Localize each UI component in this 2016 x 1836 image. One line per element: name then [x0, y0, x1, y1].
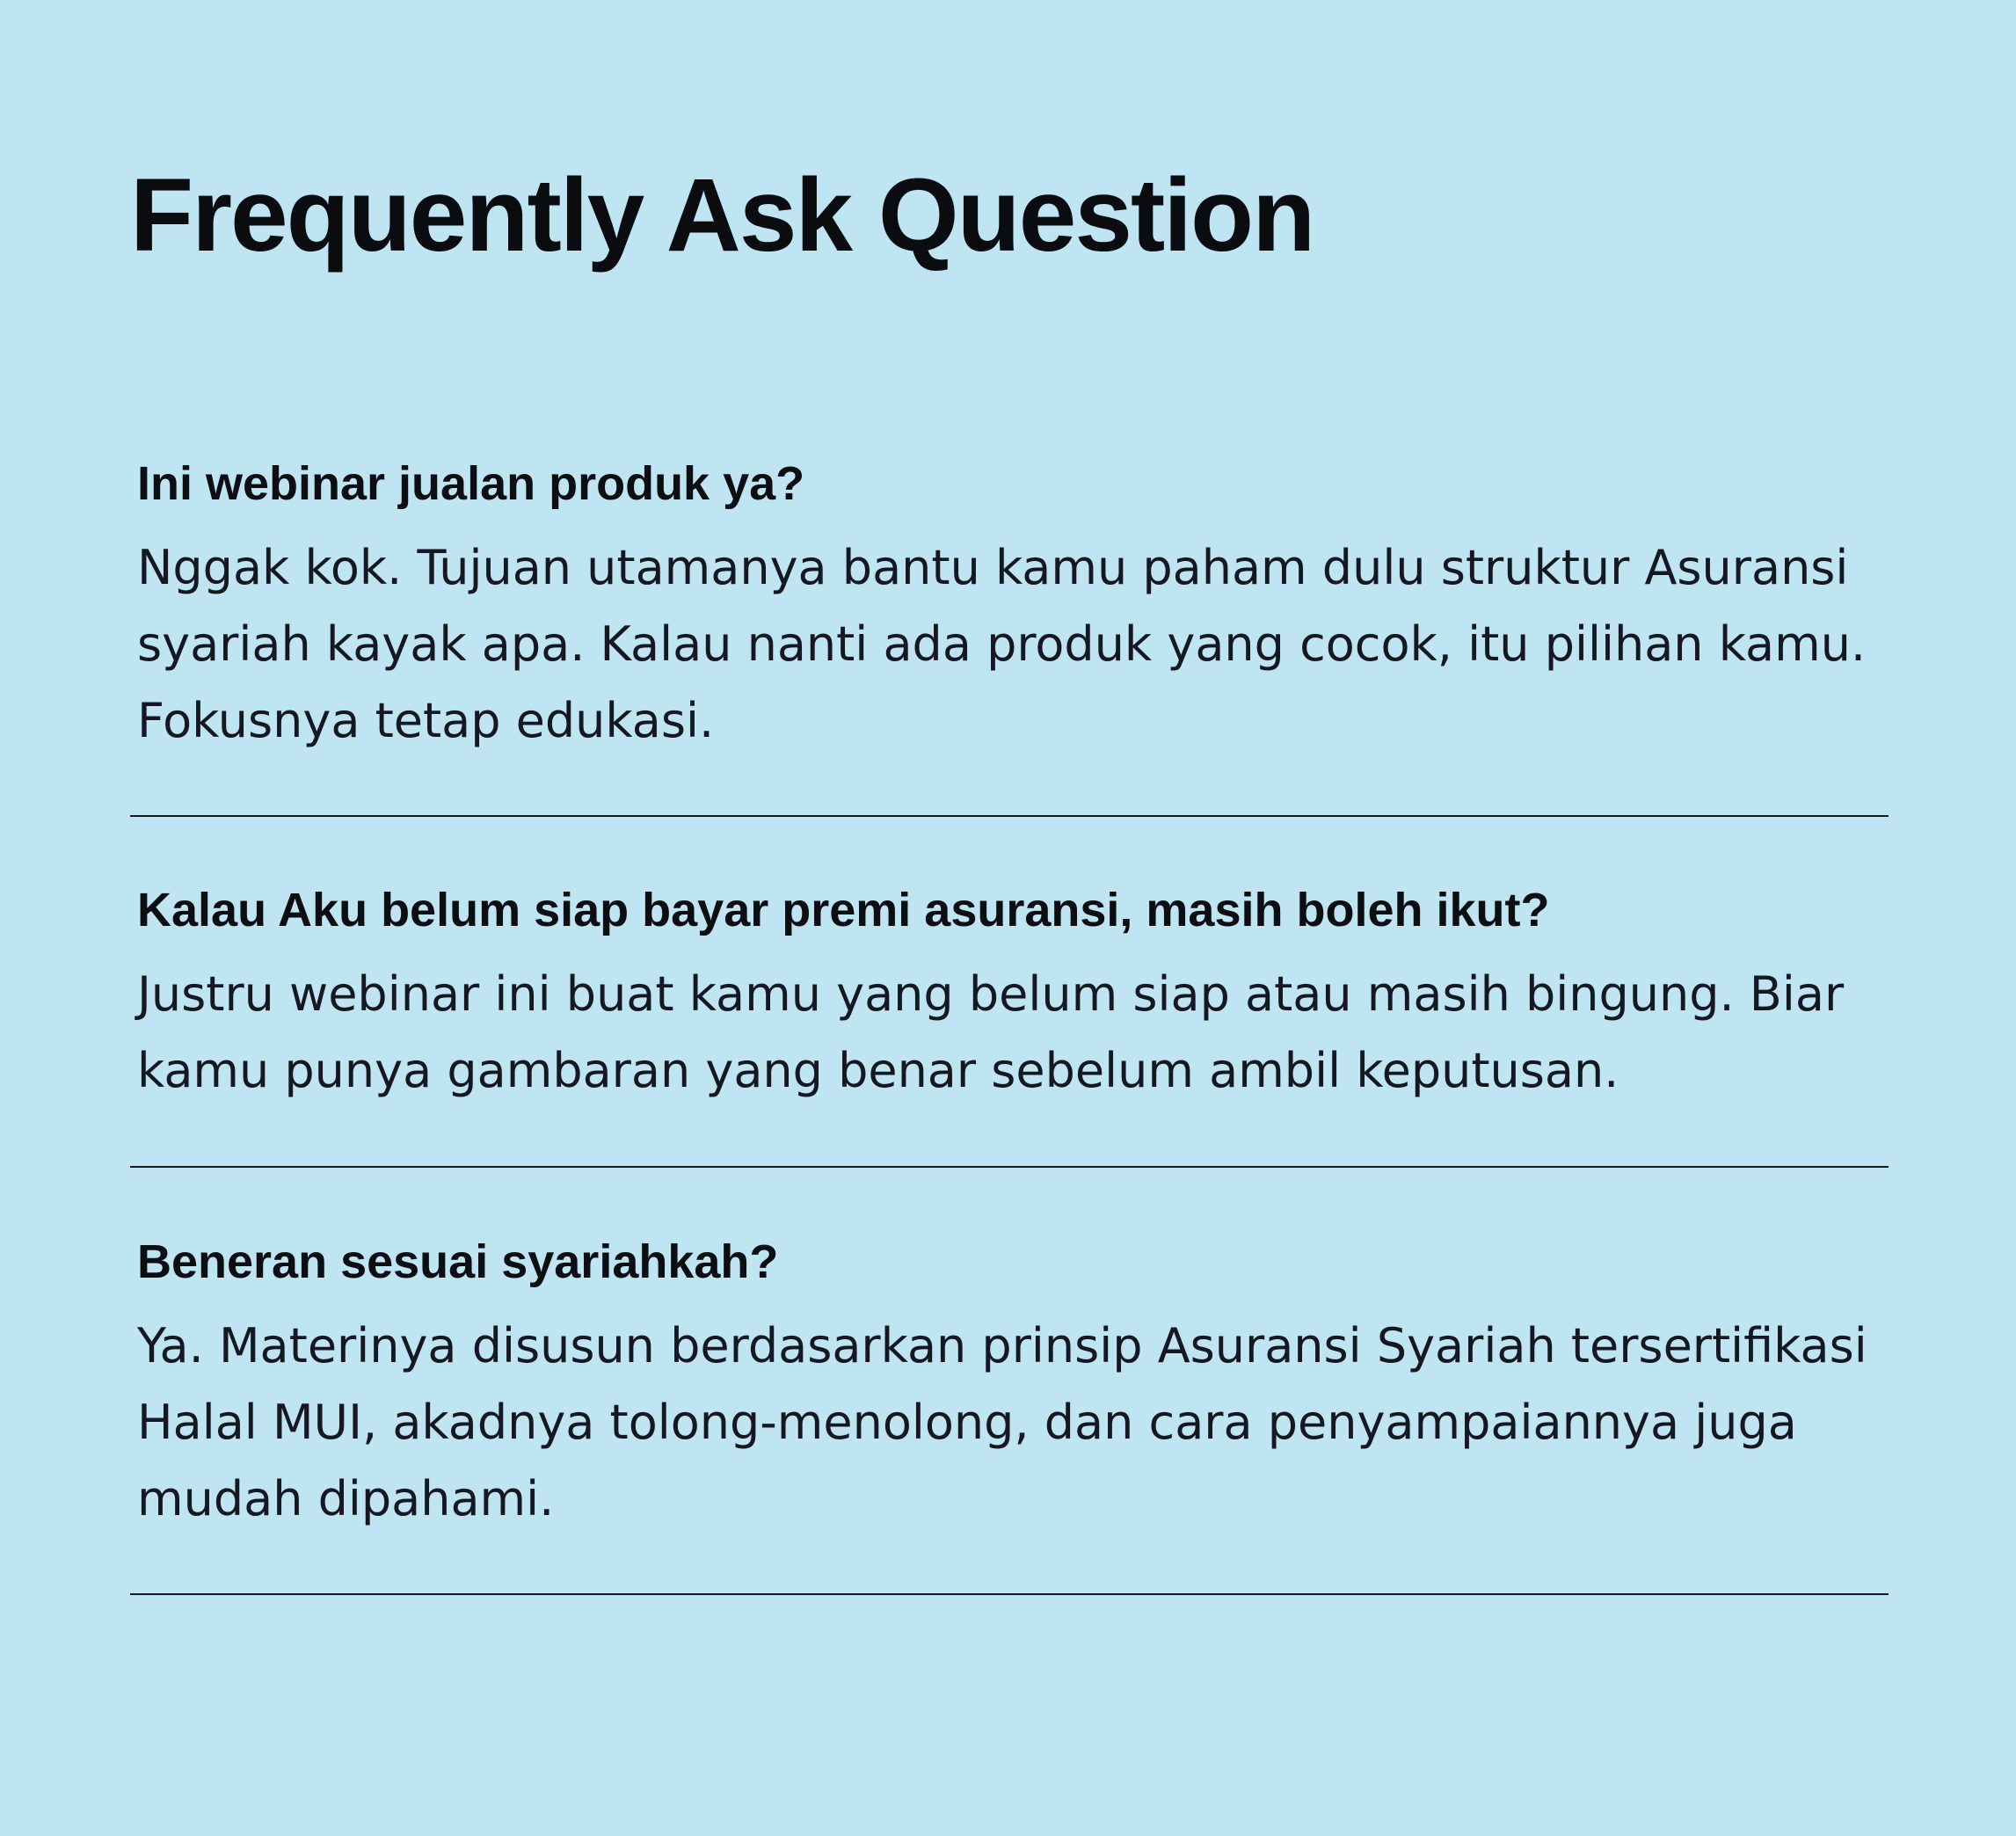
faq-answer-line: mudah dipahami. [137, 1471, 555, 1526]
faq-answer-line: Halal MUI, akadnya tolong-menolong, dan cara penyampaiannya juga [137, 1395, 1797, 1450]
faq-question: Beneran sesuai syariahkah? [137, 1235, 779, 1288]
faq-question: Kalau Aku belum siap bayar premi asuransi, masih boleh ikut? [137, 884, 1550, 936]
faq-question: Ini webinar jualan produk ya? [137, 457, 805, 510]
faq-answer-line: syariah kayak apa. Kalau nanti ada produk yang cocok, itu pilihan kamu. [137, 616, 1867, 672]
faq-divider [130, 1593, 1889, 1595]
faq-answer-line: Ya. Materinya disusun berdasarkan prinsip Asuransi Syariah tersertifikasi [137, 1318, 1867, 1373]
faq-divider [130, 1166, 1889, 1168]
faq-answer-line: Justru webinar ini buat kamu yang belum siap atau masih bingung. Biar [137, 966, 1845, 1022]
faq-answer-line: Nggak kok. Tujuan utamanya bantu kamu paham dulu struktur Asuransi [137, 540, 1849, 595]
faq-answer-line: Fokusnya tetap edukasi. [137, 693, 715, 748]
faq-answer-line: kamu punya gambaran yang benar sebelum ambil keputusan. [137, 1043, 1619, 1098]
faq-divider [130, 815, 1889, 817]
page-title: Frequently Ask Question [130, 157, 1314, 273]
